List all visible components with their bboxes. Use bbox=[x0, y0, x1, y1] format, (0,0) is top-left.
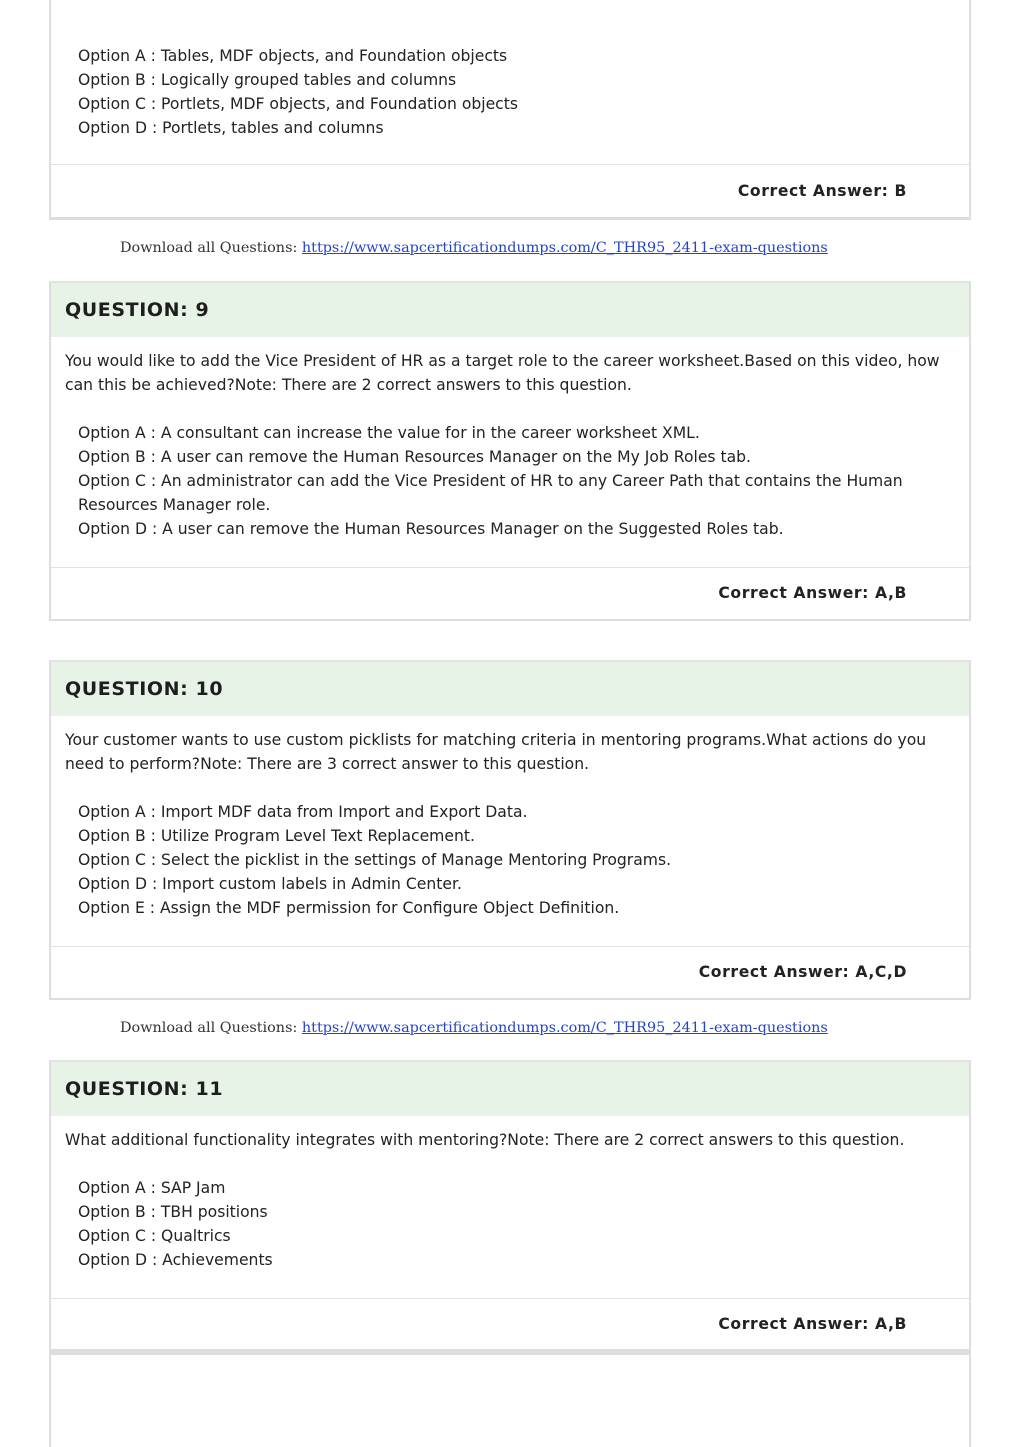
correct-answer: Correct Answer: B bbox=[51, 164, 969, 220]
option-c: Option C : An administrator can add the Vice President of HR to any Career Path that contains the Human Resources Manager role. bbox=[78, 472, 903, 514]
question-text: What additional functionality integrates with mentoring?Note: There are 2 correct answers to this question. bbox=[65, 1131, 905, 1149]
correct-answer: Correct Answer: A,B bbox=[51, 567, 969, 618]
option-b: Option B : TBH positions bbox=[78, 1203, 268, 1221]
option-c: Option C : Portlets, MDF objects, and Foundation objects bbox=[78, 95, 518, 113]
option-a: Option A : SAP Jam bbox=[78, 1179, 226, 1197]
download-line-2 bbox=[120, 1020, 828, 1036]
question-body bbox=[51, 337, 969, 541]
question-9-card bbox=[49, 281, 971, 621]
correct-answer: Correct Answer: A,B bbox=[51, 1298, 969, 1349]
option-a: Option A : A consultant can increase the value for in the career worksheet XML. bbox=[78, 424, 700, 442]
option-b: Option B : Utilize Program Level Text Replacement. bbox=[78, 827, 475, 845]
question-11-card bbox=[49, 1060, 971, 1352]
option-b: Option B : A user can remove the Human Resources Manager on the My Job Roles tab. bbox=[78, 448, 752, 466]
option-d: Option D : Achievements bbox=[78, 1251, 273, 1269]
question-text: Your customer wants to use custom picklists for matching criteria in mentoring programs.What actions do you need to perform?Note: There are 3 correct answer to this question. bbox=[65, 731, 927, 773]
question-title: QUESTION: 10 bbox=[51, 662, 969, 716]
download-link[interactable]: https://www.sapcertificationdumps.com/C_THR95_2411-exam-questions bbox=[301, 1020, 828, 1036]
question-body bbox=[51, 1116, 969, 1272]
download-link[interactable]: https://www.sapcertificationdumps.com/C_THR95_2411-exam-questions bbox=[301, 240, 828, 256]
download-line-1 bbox=[120, 240, 828, 256]
option-d: Option D : Portlets, tables and columns bbox=[78, 119, 384, 137]
next-card-fragment bbox=[49, 1349, 971, 1447]
option-a: Option A : Tables, MDF objects, and Foundation objects bbox=[78, 47, 508, 65]
question-title: QUESTION: 11 bbox=[51, 1062, 969, 1116]
option-c: Option C : Select the picklist in the settings of Manage Mentoring Programs. bbox=[78, 851, 672, 869]
options-list bbox=[51, 0, 969, 140]
option-d: Option D : Import custom labels in Admin Center. bbox=[78, 875, 462, 893]
option-b: Option B : Logically grouped tables and columns bbox=[78, 71, 457, 89]
option-e: Option E : Assign the MDF permission for Configure Object Definition. bbox=[78, 899, 620, 917]
question-text: You would like to add the Vice President of HR as a target role to the career worksheet.Based on this video, how can this be achieved?Note: There are 2 correct answers to this question. bbox=[65, 352, 940, 394]
download-label: Download all Questions: bbox=[120, 240, 298, 256]
option-d: Option D : A user can remove the Human Resources Manager on the Suggested Roles tab. bbox=[78, 520, 784, 538]
download-label: Download all Questions: bbox=[120, 1020, 298, 1036]
question-10-card bbox=[49, 660, 971, 1000]
question-8-card-fragment bbox=[49, 0, 971, 220]
question-title: QUESTION: 9 bbox=[51, 283, 969, 337]
correct-answer: Correct Answer: A,C,D bbox=[51, 946, 969, 997]
option-c: Option C : Qualtrics bbox=[78, 1227, 231, 1245]
question-body bbox=[51, 716, 969, 920]
option-a: Option A : Import MDF data from Import and Export Data. bbox=[78, 803, 528, 821]
